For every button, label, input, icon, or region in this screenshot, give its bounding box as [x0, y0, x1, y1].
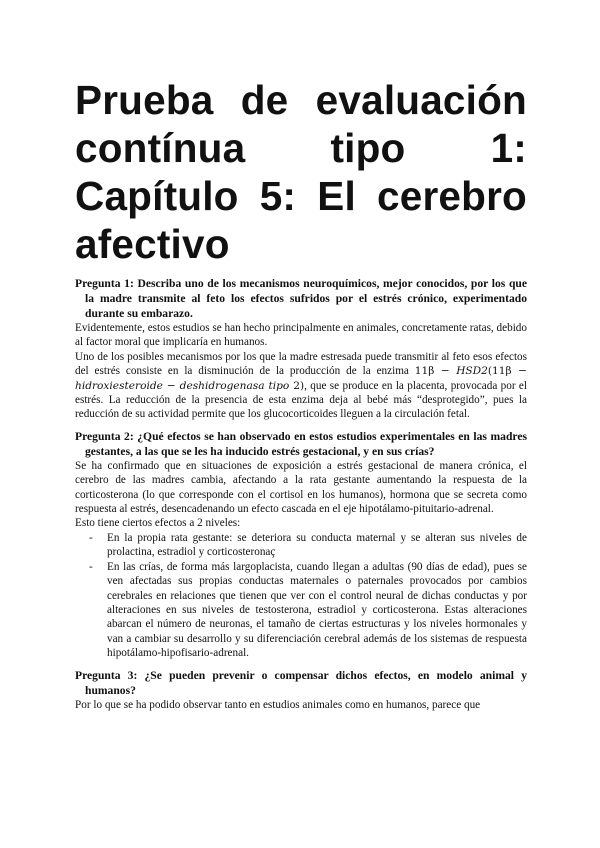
answer-3-paragraph-1: Por lo que se ha podido observar tanto en estudios animales como en humanos, parece que	[75, 698, 481, 711]
answer-1-paragraph-1: Evidentemente, estos estudios se han hecho principalmente en animales, concretamente ratas, debido al factor moral que implicaría en humanos.	[75, 322, 527, 349]
bullet-dash: -	[89, 560, 93, 573]
bullet-text: En la propia rata gestante: se deteriora su conducta maternal y se alteran sus niveles de prolactina, estradiol y corticosteronaç	[107, 531, 527, 559]
document-page	[75, 66, 527, 712]
answer-1-paragraph-2	[75, 350, 527, 422]
page-title: Prueba de evaluación contínua tipo 1: Capítulo 5: El cerebro afectivo	[75, 77, 527, 267]
list-item	[75, 531, 527, 560]
formula-part-3: (11β −	[487, 365, 528, 378]
question-3: Pregunta 3: ¿Se pueden prevenir o compensar dichos efectos, en modelo animal y humanos?	[75, 668, 527, 697]
formula-part-5: 2)	[289, 379, 305, 392]
question-1: Pregunta 1: Describa uno de los mecanismos neuroquímicos, mejor conocidos, por los que la madre transmite al feto los efectos sufridos por el estrés crónico, experimentado durante su embarazo.	[75, 277, 527, 320]
question-2: Pregunta 2: ¿Qué efectos se han observado en estos estudios experimentales en las madres gestantes, a las que se les ha inducido estrés gestacional, y en sus crías?	[75, 429, 527, 458]
formula-part-1: 11β −	[414, 365, 457, 378]
answer-2-paragraph-1: Se ha confirmado que en situaciones de exposición a estrés gestacional de manera crónica, el cerebro de las madres cambia, afectando a la rata gestante aumentando la respuesta de la corticosterona (lo que corresponde con el cortisol en los humanos), hormona que se secreta como respuesta al estrés, desencadenando un efecto cascada en el eje hipotálamo-pituitario-adrenal.	[75, 459, 527, 516]
answer-1-text-after-formula: , que se produce en la placenta, provocada por el estrés. La reducción de la presencia de esta enzima deja al bebé más “desprotegido”, pues la reducción de su actividad permite que los glucocorticoides lleguen a la circulación fetal.	[75, 379, 528, 421]
bullet-text: En las crías, de forma más largoplacista, cuando llegan a adultas (90 días de edad), pues se ven afectadas sus propias conductas maternales o paternales provocados por cambios cerebrales en relaciones que tienen que ver con el control neural de dichas conductas y por alteraciones en sus niveles de testosterona, estradiol y corticosterona. Estas alteraciones abarcan el número de neuronas, el tamaño de ciertas estructuras y los niveles hormonales y van a cambiar su desarrollo y su diferenciación cerebral además de los sistemas de respuesta hipotálamo-hipofisario-adrenal.	[107, 560, 527, 660]
answer-2-bullet-list	[75, 531, 527, 661]
list-item	[75, 560, 527, 661]
answer-2-paragraph-2: Esto tiene ciertos efectos a 2 niveles:	[75, 517, 241, 530]
bullet-dash: -	[89, 531, 93, 544]
formula-part-2: HSD2	[456, 365, 488, 378]
answer-1-text-before-formula: Uno de los posibles mecanismos por los que la madre estresada puede transmitir al feto esos efectos del estrés consiste en la disminución de la producción de la enzima	[75, 350, 527, 378]
formula-part-4: hidroxiesteroide − deshidrogenasa tipo	[75, 379, 290, 392]
